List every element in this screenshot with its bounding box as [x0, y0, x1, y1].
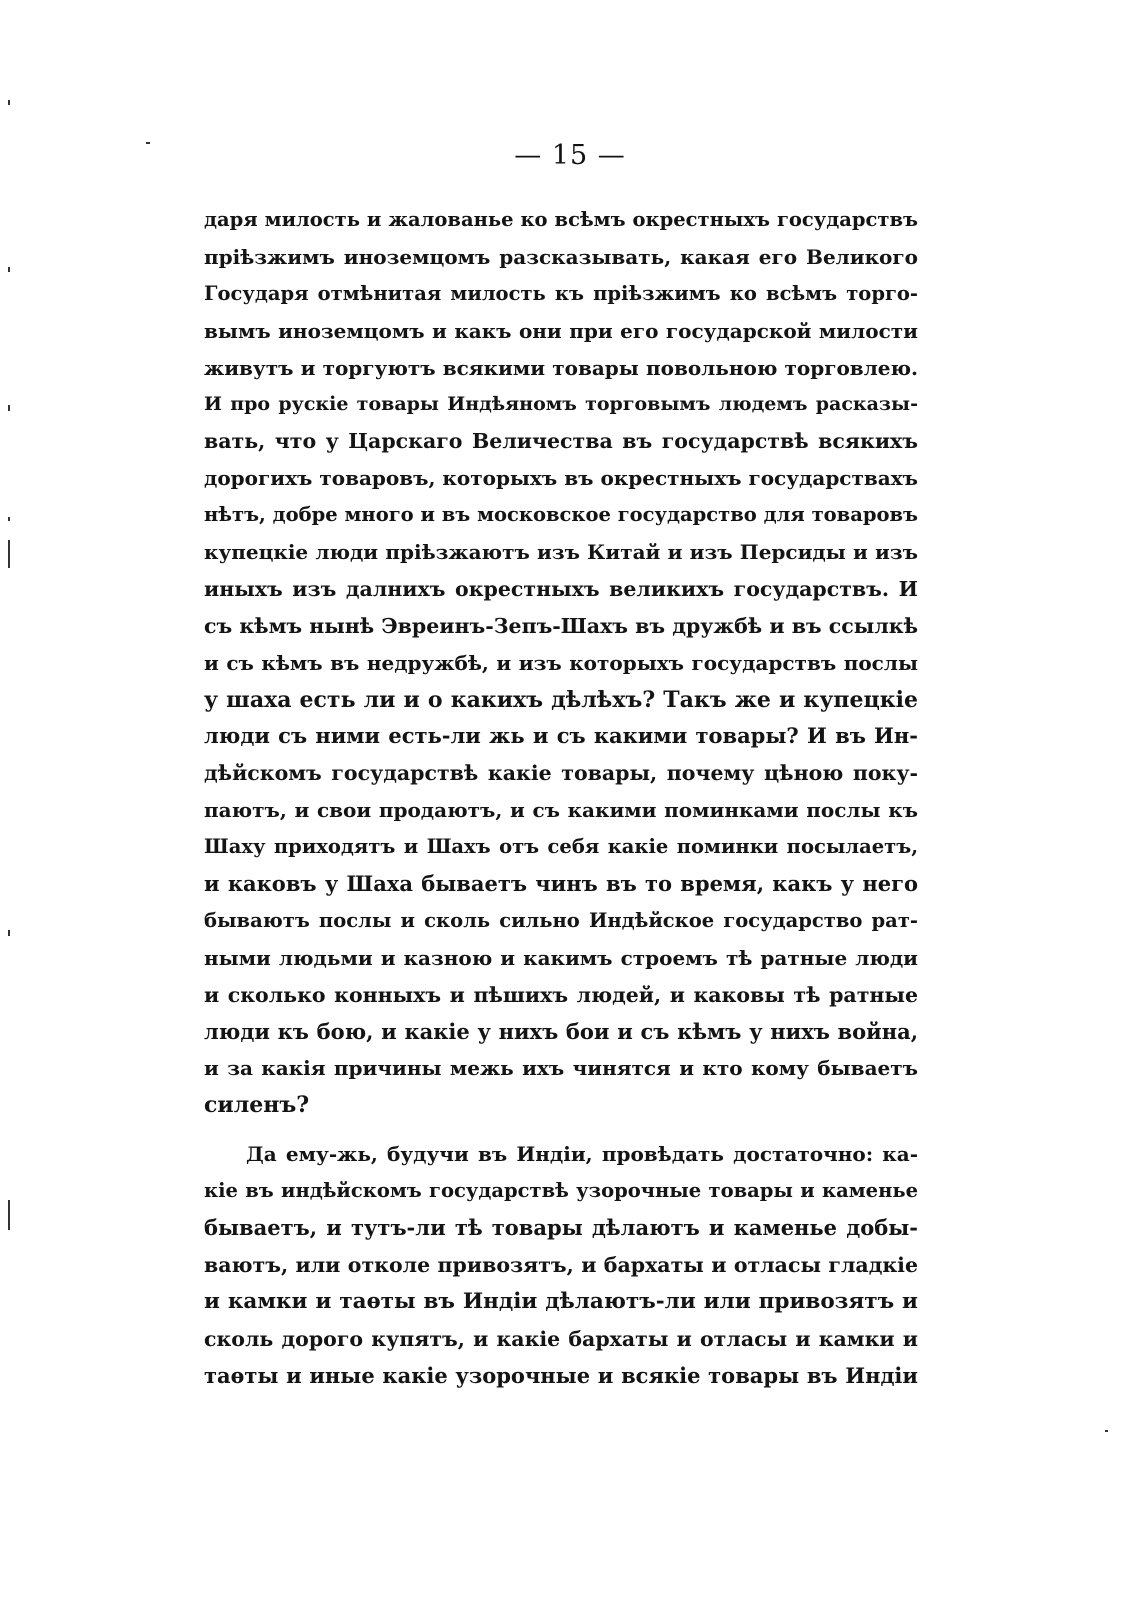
text-line: силенъ?	[204, 1092, 310, 1119]
text-line: бываетъ, и тутъ-ли тѣ товары дѣлаютъ и каменье добы-	[204, 1215, 918, 1241]
scan-speck	[1105, 1430, 1108, 1432]
text-line: живутъ и торгуютъ всякими товары повольною торговлею.	[204, 355, 918, 380]
text-line: пріѣзжимъ иноземцомъ разсказывать, какая его Великого	[204, 244, 918, 269]
text-line: и сколько конныхъ и пѣшихъ людей, и каковы тѣ ратные	[204, 982, 918, 1007]
scan-speck	[8, 930, 10, 936]
scan-speck	[8, 540, 10, 568]
text-line: И про рускіе товары Индѣяномъ торговымъ людемъ расказы-	[204, 393, 918, 416]
scan-speck	[8, 517, 10, 521]
text-line: нѣтъ, добре много и въ московское государство для товаровъ	[204, 503, 918, 527]
text-line: дѣйскомъ государствѣ какіе товары, почему цѣною поку-	[204, 761, 918, 786]
text-line: Шаху приходятъ и Шахъ отъ себя какіе поминки посылаетъ,	[204, 835, 918, 859]
paragraph-2	[204, 1136, 918, 1394]
text-line: и за какія причины межь ихъ чинятся и кто кому бываетъ	[204, 1056, 918, 1081]
text-line: и камки и таѳты въ Индіи дѣлаютъ-ли или привозятъ и	[204, 1288, 918, 1314]
scan-speck	[8, 267, 10, 272]
text-line: люди къ бою, и какіе у нихъ бои и съ кѣмъ у нихъ война,	[204, 1018, 918, 1044]
scan-speck	[8, 100, 10, 105]
text-line: ваютъ, или отколе привозятъ, и бархаты и отласы гладкіе	[204, 1252, 918, 1277]
text-line: бываютъ послы и сколь сильно Индѣйское государство рат-	[204, 908, 918, 932]
text-line: Государя отмѣнитая милость къ пріѣзжимъ ко всѣмъ торго-	[204, 281, 918, 305]
scan-speck	[8, 405, 10, 411]
page-number: — 15 —	[514, 140, 626, 171]
text-line: дорогихъ товаровъ, которыхъ въ окрестныхъ государствахъ	[204, 466, 918, 491]
text-line: и съ кѣмъ въ недружбѣ, и изъ которыхъ государствъ послы	[204, 650, 918, 675]
text-line: паютъ, и свои продаютъ, и съ какими поминками послы къ	[204, 798, 918, 823]
text-line: вымъ иноземцомъ и какъ они при его государской милости	[204, 318, 918, 343]
text-line: таѳты и иные какіе узорочные и всякіе товары въ Индіи	[204, 1362, 918, 1388]
text-line: Да ему-жь, будучи въ Индіи, провѣдать достаточно: ка-	[246, 1142, 918, 1167]
scan-speck	[8, 1200, 10, 1230]
text-line: вать, что у Царскаго Величества въ государствѣ всякихъ	[204, 429, 918, 454]
body-text	[204, 202, 918, 1395]
text-line: сколь дорого купятъ, и какіе бархаты и отласы и камки и	[204, 1326, 918, 1351]
text-line: купецкіе люди пріѣзжаютъ изъ Китай и изъ Персиды и изъ	[204, 540, 918, 565]
text-line: даря милость и жалованье ко всѣмъ окрестныхъ государствъ	[204, 208, 918, 231]
paragraph-1	[204, 202, 918, 1124]
text-line: иныхъ изъ далнихъ окрестныхъ великихъ государствъ. И	[204, 576, 918, 601]
text-line: у шаха есть ли и о какихъ дѣлѣхъ? Такъ же и купецкіе	[204, 686, 918, 713]
text-line: ными людьми и казною и какимъ строемъ тѣ ратные люди	[204, 945, 918, 970]
text-line: съ кѣмъ нынѣ Эвреинъ-Зепъ-Шахъ въ дружбѣ и въ ссылкѣ	[204, 613, 918, 638]
text-line: и каковъ у Шаха бываетъ чинъ въ то время, какъ у него	[204, 871, 918, 897]
text-line: кіе въ индѣйскомъ государствѣ узорочные товары и каменье	[204, 1179, 918, 1203]
text-line: люди съ ними есть-ли жь и съ какими товары? И въ Ин-	[204, 723, 918, 749]
